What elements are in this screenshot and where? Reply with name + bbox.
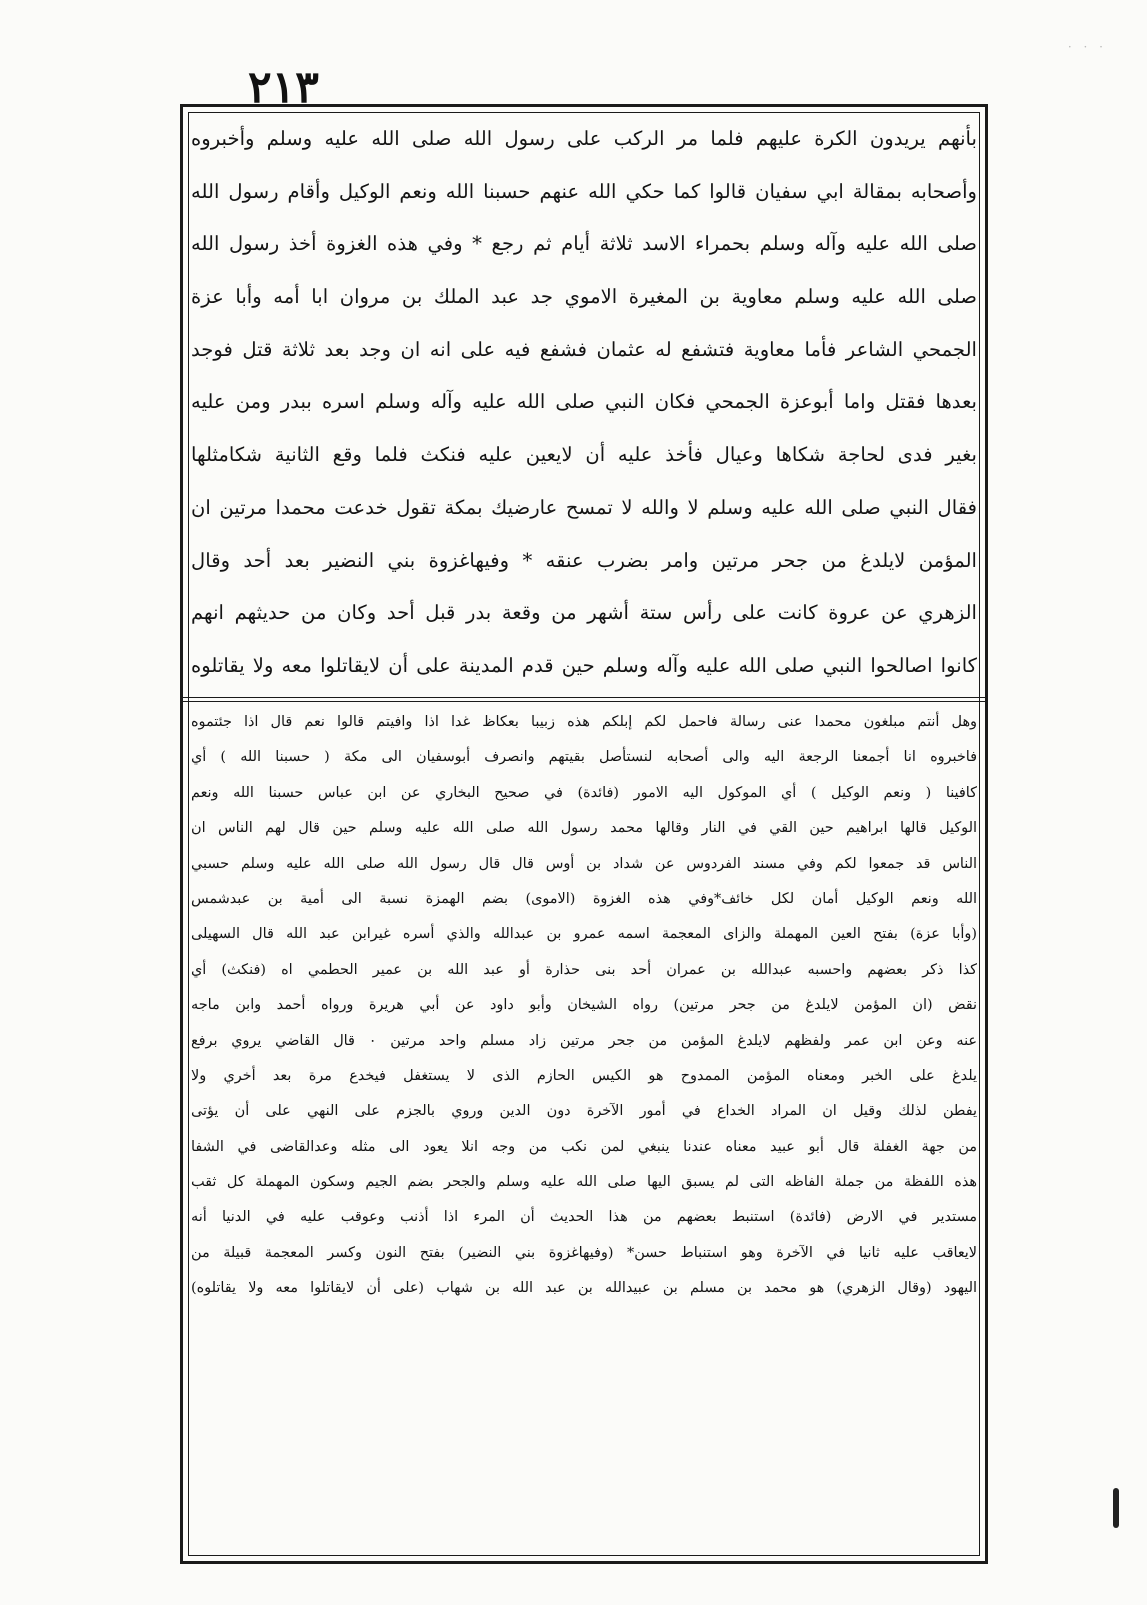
commentary-line: فاخبروه انا أجمعنا الرجعة اليه والى أصحابه لنستأصل بقيتهم وانصرف أبوسفيان الى مكة ( حسبنا الله ) أي [191,749,977,766]
commentary-line: اليهود (وقال الزهري) هو محمد بن مسلم بن عبيدالله بن عبد الله بن شهاب (على أن لايقاتلوا معه ولا يقاتلوه) [191,1280,977,1297]
main-text-line: فقال النبي صلى الله عليه وسلم لا والله لا تمسح عارضيك بمكة تقول خدعت محمدا مرتين ان [191,495,977,519]
main-text-line: صلى الله عليه وآله وسلم بحمراء الاسد ثلاثة أيام ثم رجع * وفي هذه الغزوة أخذ رسول الله [191,232,977,256]
main-text-line: المؤمن لايلدغ من جحر مرتين وامر بضرب عنقه * وفيهاغزوة بني النضير بعد أحد وقال [191,548,977,572]
page-frame [180,104,988,1564]
commentary-line: من جهة الغفلة قال أبو عبيد معناه عندنا ينبغي لمن نكب من وجه انلا يعود الى مثله وعدالقاضى في الشفا [191,1138,977,1155]
main-text-line: الجمحي الشاعر فأما معاوية فتشفع له عثمان فشفع فيه على انه ان وجد بعد ثلاثة قتل فوجد [191,337,977,361]
main-text-line: صلى الله عليه وسلم معاوية بن المغيرة الاموي جد عبد الملك بن مروان ابا أمه وأبا عزة [191,285,977,309]
commentary-line: (وأبا عزة) بفتح العين المهملة والزاى المعجمة اسمه عمرو بن عبدالله والذي أسره غيرابن عبد الله قال السهيلى [191,926,977,943]
main-text-line: كانوا اصالحوا النبي صلى الله عليه وآله وسلم حين قدم المدينة على أن لايقاتلوا معه ولا يقاتلوه [191,653,977,677]
section-divider [183,697,985,702]
main-text-line: الزهري عن عروة كانت على رأس ستة أشهر من وقعة بدر قبل أحد وكان من حديثهم انهم [191,601,977,625]
commentary-line: الناس قد جمعوا لكم وفي مسند الفردوس عن شداد بن أوس قال قال رسول الله صلى الله عليه وسلم حسبي [191,855,977,872]
commentary-line: عنه وعن ابن عمر ولفظهم لايلدغ المؤمن من جحر مرتين زاد مسلم واحد مرتين ٠ قال القاضي يروي برفع [191,1032,977,1049]
commentary-line: وهل أنتم مبلغون محمدا عنى رسالة فاحمل لكم إبلكم هذه زبيبا بعكاظ غدا اذا وافيتم قالوا نعم قال اذا جئتموه [191,714,977,730]
scan-edge-mark [1113,1488,1119,1528]
main-text-line: وأصحابه بمقالة ابي سفيان قالوا كما حكي الله عنهم حسبنا الله ونعم الوكيل وأقام رسول الله [191,179,977,203]
main-text-line: بعدها فقتل واما أبوعزة الجمحي فكان النبي صلى الله عليه وآله وسلم اسره ببدر ومن عليه [191,390,977,414]
commentary-line: الوكيل قالها ابراهيم حين القي في النار وقالها محمد رسول الله صلى الله عليه وسلم حين قال لهم الناس ان [191,820,977,837]
commentary-block [191,705,977,1545]
commentary-line: مستدير في الارض (فائدة) استنبط بعضهم من هذا الحديث أن المرء اذا أذنب وعوقب عليه في الدنيا أنه [191,1209,977,1226]
main-text-line: بأنهم يريدون الكرة عليهم فلما مر الركب على رسول الله صلى الله عليه وسلم وأخبروه [191,127,977,150]
commentary-line: يفطن لذلك وقيل ان المراد الخداع في أمور الآخرة دون الدين وروي بالجزم على النهي على أن يؤتى [191,1103,977,1120]
scan-speckle: · · · [1067,40,1107,54]
commentary-line: كافينا ( ونعم الوكيل ) أي الموكول اليه الامور (فائدة) في صحيح البخاري عن ابن عباس حسبنا الله ونعم [191,784,977,801]
commentary-line: نقض (ان المؤمن لايلدغ من جحر مرتين) رواه الشيخان وأبو داود عن أبي هريرة ورواه أحمد وابن ماجه [191,997,977,1014]
commentary-line: لايعاقب عليه ثانيا في الآخرة وهو استنباط حسن* (وفيهاغزوة بني النضير) بفتح النون وكسر المعجمة قبيلة من [191,1244,977,1261]
commentary-line: هذه اللفظة من جملة الفاظه التى لم يسبق اليها صلى الله عليه وسلم والجحر بضم الجيم وسكون المهملة كل ثقب [191,1174,977,1191]
page-number: ٢١٣ [248,62,319,113]
commentary-line: كذا ذكر بعضهم واحسبه عبدالله بن عمران أحد بنى حذارة أو عبد الله بن عمير الحطمي اه (فنكث) أي [191,961,977,978]
commentary-line: يلدغ على الخبر ومعناه المؤمن الممدوح هو الكيس الحازم الذى لا يستغفل فيخدع مرة بعد أخري ولا [191,1067,977,1084]
main-text-block [191,113,977,693]
main-text-line: بغير فدى لحاجة شكاها وعيال فأخذ عليه أن لايعين عليه فنكث فلما وقع الثانية شكامثلها [191,443,977,467]
commentary-line: الله ونعم الوكيل أمان لكل خائف*وفي هذه الغزوة (الاموى) بضم الهمزة نسبة الى أمية بن عبدشمس [191,890,977,907]
